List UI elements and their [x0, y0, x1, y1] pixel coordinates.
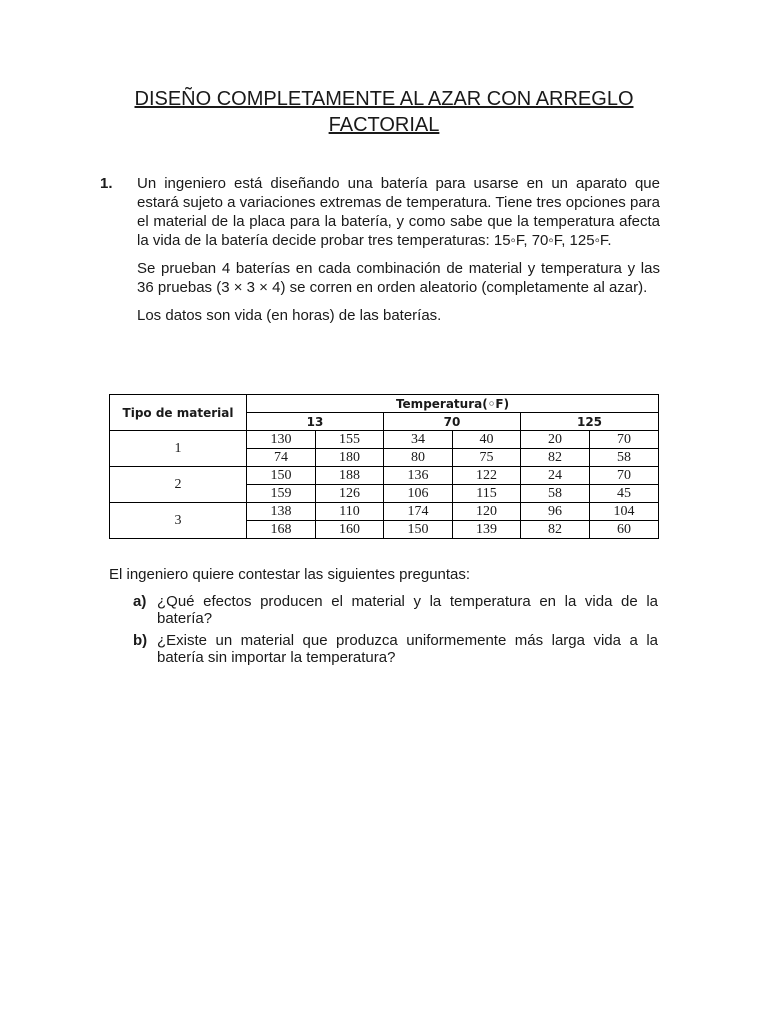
table-cell: 82 [521, 521, 590, 539]
table-cell: 58 [521, 485, 590, 503]
table-cell: 60 [590, 521, 659, 539]
table-cell: 104 [590, 503, 659, 521]
table-cell: 168 [247, 521, 316, 539]
title-line-2: FACTORIAL [328, 114, 440, 136]
table-cell: 106 [384, 485, 453, 503]
table-cell: 70 [590, 467, 659, 485]
table-cell: 136 [384, 467, 453, 485]
table-cell: 180 [316, 449, 384, 467]
problem-number: 1. [100, 175, 113, 192]
table-cell: 120 [453, 503, 521, 521]
table-row [110, 431, 659, 449]
table-cell: 160 [316, 521, 384, 539]
header-temperature: Temperatura(◦F) [247, 395, 659, 413]
table-cell: 82 [521, 449, 590, 467]
header-material-type: Tipo de material [110, 395, 247, 431]
paragraph-1: Un ingeniero está diseñando una batería para usarse en un aparato que estará sujeto a variaciones extremas de temperatura. Tiene tres opciones para el material de la placa para la batería, y como sabe que la temperatura afecta la vida de la batería decide probar tres temperaturas: 15◦F, 70◦F, 125◦F. [137, 175, 660, 249]
table-cell: 139 [453, 521, 521, 539]
document-title [100, 86, 668, 138]
table-cell: 138 [247, 503, 316, 521]
temperature-125: 125 [521, 413, 659, 431]
material-3: 3 [110, 503, 247, 539]
table-cell: 58 [590, 449, 659, 467]
material-1: 1 [110, 431, 247, 467]
question-label: a) [133, 593, 147, 610]
material-2: 2 [110, 467, 247, 503]
table-cell: 45 [590, 485, 659, 503]
table-cell: 80 [384, 449, 453, 467]
question-label: b) [133, 632, 148, 649]
table-cell: 24 [521, 467, 590, 485]
paragraph-2: Se prueban 4 baterías en cada combinación de material y temperatura y las 36 pruebas (3 × 3 × 4) se corren en orden aleatorio (completamente al azar). [137, 260, 660, 296]
table-cell: 110 [316, 503, 384, 521]
table-cell: 188 [316, 467, 384, 485]
table-cell: 150 [247, 467, 316, 485]
question-a [133, 593, 658, 627]
table-cell: 96 [521, 503, 590, 521]
table-header-row [110, 395, 659, 413]
table-row [110, 467, 659, 485]
table-cell: 122 [453, 467, 521, 485]
questions-intro: El ingeniero quiere contestar las siguientes preguntas: [109, 566, 471, 583]
paragraph-3: Los datos son vida (en horas) de las baterías. [137, 307, 442, 324]
table-cell: 174 [384, 503, 453, 521]
table-cell: 155 [316, 431, 384, 449]
questions-list [133, 593, 658, 671]
table-cell: 34 [384, 431, 453, 449]
table-cell: 74 [247, 449, 316, 467]
problem-statement [100, 174, 660, 334]
table-cell: 130 [247, 431, 316, 449]
table-cell: 20 [521, 431, 590, 449]
table-cell: 115 [453, 485, 521, 503]
table-cell: 40 [453, 431, 521, 449]
title-line-1: DISEÑO COMPLETAMENTE AL AZAR CON ARREGLO [134, 88, 634, 110]
table-cell: 75 [453, 449, 521, 467]
table-cell: 126 [316, 485, 384, 503]
table-cell: 150 [384, 521, 453, 539]
question-text: ¿Qué efectos producen el material y la temperatura en la vida de la batería? [157, 593, 658, 627]
table-cell: 70 [590, 431, 659, 449]
table-cell: 159 [247, 485, 316, 503]
temperature-13: 13 [247, 413, 384, 431]
question-b [133, 632, 658, 666]
temperature-70: 70 [384, 413, 521, 431]
question-text: ¿Existe un material que produzca uniformemente más larga vida a la batería sin importar la temperatura? [157, 632, 658, 666]
battery-life-table [109, 394, 659, 539]
table-row [110, 503, 659, 521]
